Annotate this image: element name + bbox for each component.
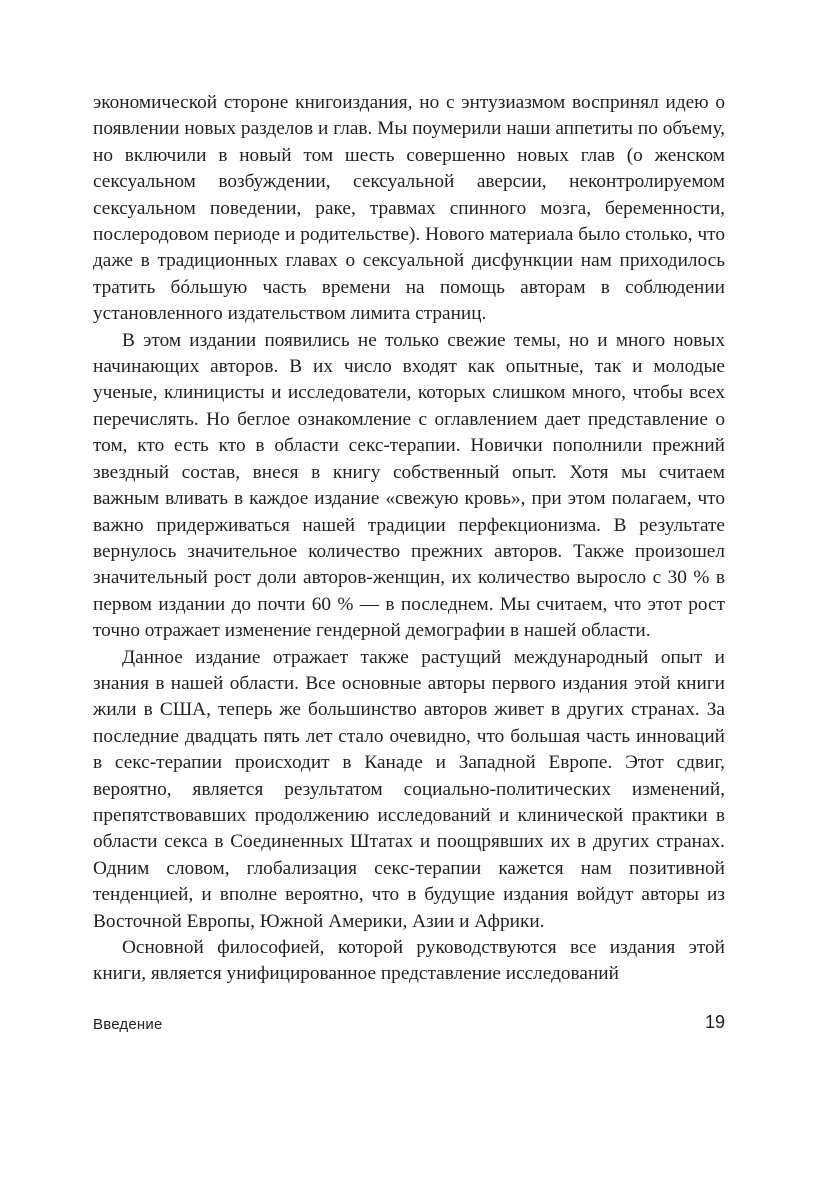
paragraph-international: Данное издание отражает также растущий международный опыт и знания в нашей области. Все основные авторы первого издания этой книги жили в США, теперь же большинство авторов живет в других странах. За последние двадцать пять лет стало очевидно, что большая часть инноваций в секс-терапии происходит в Канаде и Западной Европе. Этот сдвиг, вероятно, является результатом социально-политических изменений, препятствовавших продолжению исследований и клинической практики в области секса в Соединенных Штатах и поощрявших их в других странах. Одним словом, глобализация секс-терапии кажется нам позитивной тенденцией, и вполне вероятно, что в будущие издания войдут авторы из Восточной Европы, Южной Америки, Азии и Африки. bbox=[93, 646, 725, 932]
page-number: 19 bbox=[704, 1012, 725, 1032]
page-footer bbox=[93, 1010, 725, 1040]
running-head: Введение bbox=[93, 1016, 163, 1033]
paragraph-philosophy: Основной философией, которой руководствуются все издания этой книги, является унифицированное представление исследований bbox=[93, 937, 725, 985]
paragraph-continued: экономической стороне книгоиздания, но с энтузиазмом воспринял идею о появлении новых разделов и глав. Мы поумерили наши аппетиты по объему, но включили в новый том шесть совершенно новых глав (о женском сексуальном возбуждении, сексуальной аверсии, неконтролируемом сексуальном поведении, раке, травмах спинного мозга, беременности, послеродовом периоде и родительстве). Нового материала было столько, что даже в традиционных главах о сексуальной дисфункции нам приходилось тратить бóльшую часть времени на помощь авторам в соблюдении установленного издательством лимита страниц. bbox=[93, 92, 725, 325]
body-text bbox=[93, 90, 725, 988]
paragraph-new-authors: В этом издании появились не только свежие темы, но и много новых начинающих авторов. В их число входят как опытные, так и молодые ученые, клиницисты и исследователи, которых слишком много, чтобы всех перечислять. Но беглое ознакомление с оглавлением дает представление о том, кто есть кто в области секс-терапии. Новички пополнили прежний звездный состав, внеся в книгу собственный опыт. Хотя мы считаем важным вливать в каждое издание «свежую кровь», при этом полагаем, что важно придерживаться нашей традиции перфекционизма. В результате вернулось значительное количество прежних авторов. Также произошел значительный рост доли авторов-женщин, их количество выросло с 30 % в первом издании до почти 60 % — в последнем. Мы считаем, что этот рост точно отражает изменение гендерной демографии в нашей области. bbox=[93, 329, 725, 642]
